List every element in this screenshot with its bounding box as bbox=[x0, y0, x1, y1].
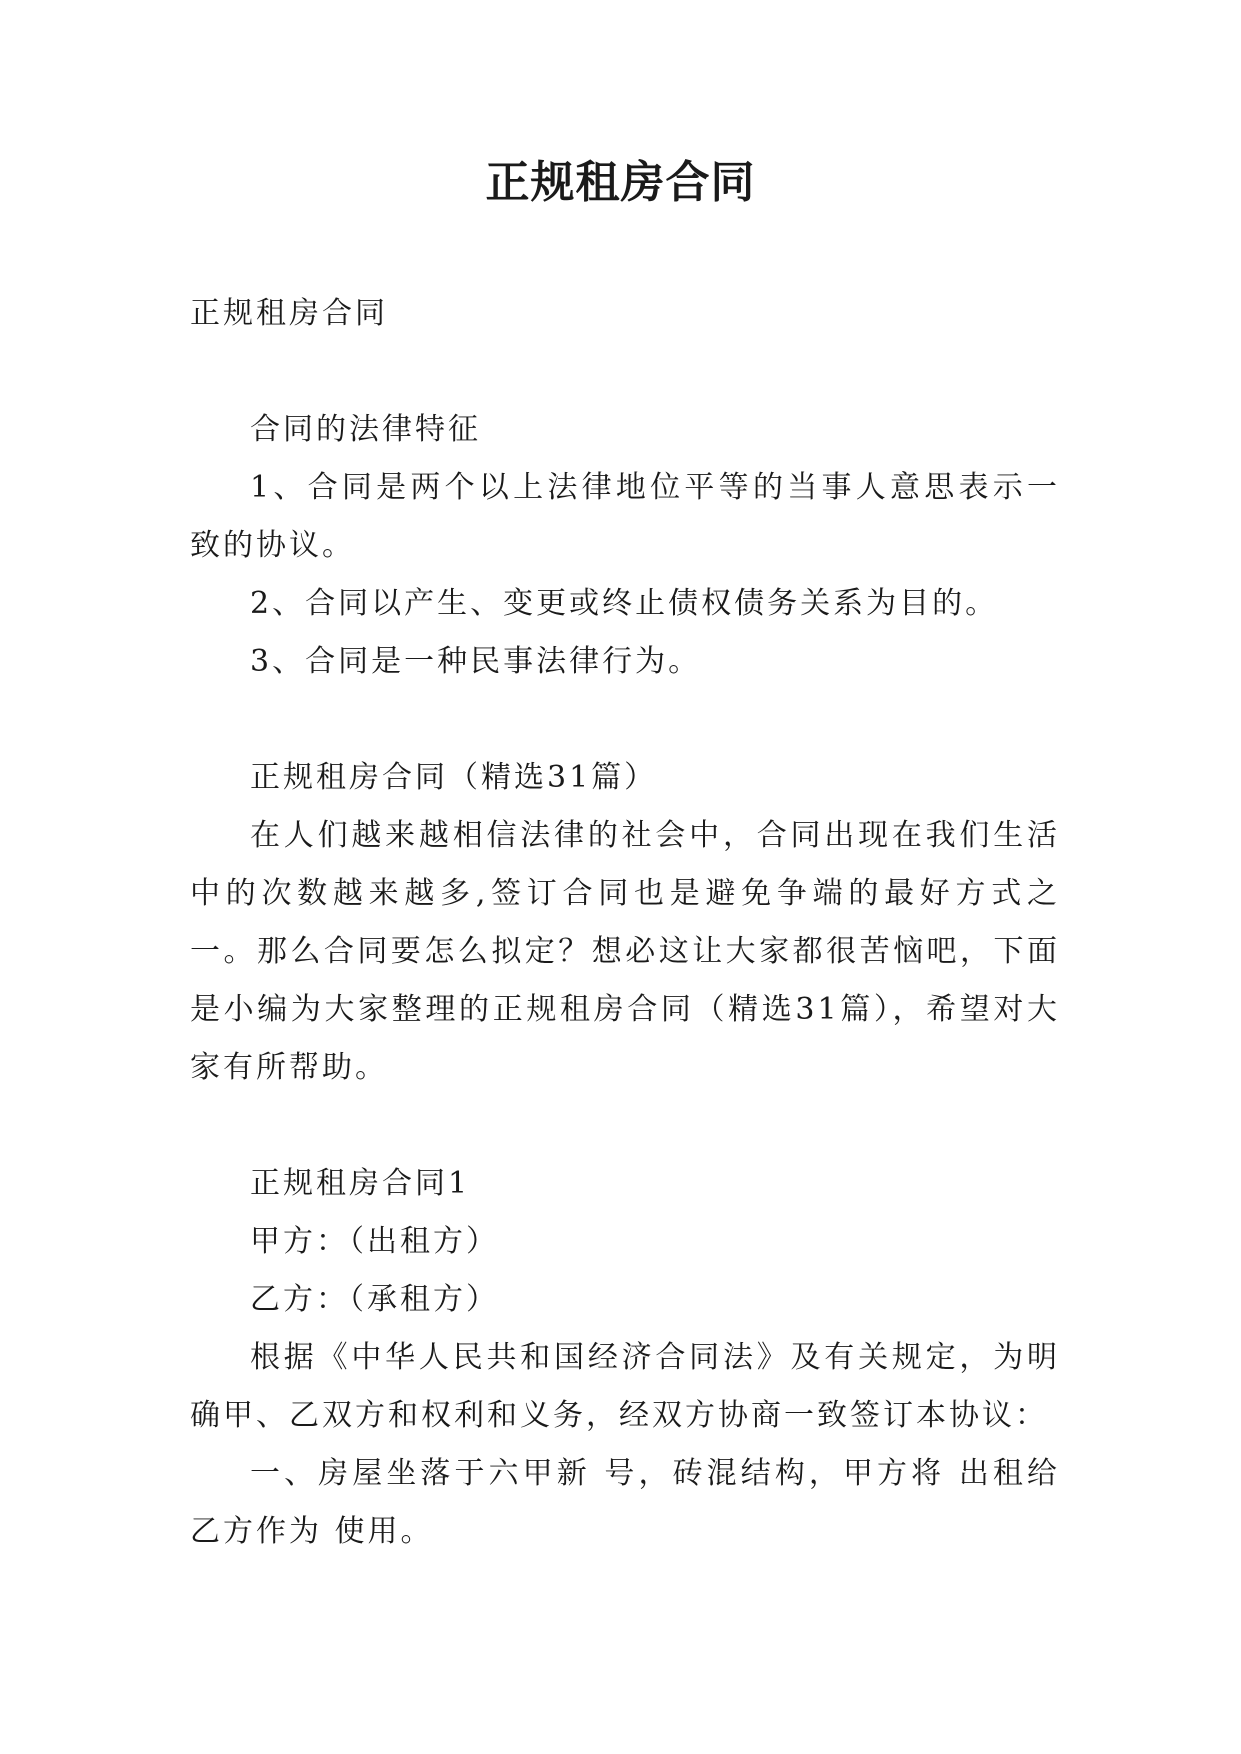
party-a: 甲方：（出租方） bbox=[250, 1224, 499, 1259]
contract-preamble: 根据《中华人民共和国经济合同法》及有关规定，为明确甲、乙双方和权利和义务，经双方协商一致签订本协议： bbox=[190, 1340, 1060, 1433]
party-b: 乙方：（承租方） bbox=[250, 1282, 499, 1317]
features-heading: 合同的法律特征 bbox=[250, 412, 481, 447]
spacer bbox=[190, 1097, 1060, 1155]
feature-item-2: 2、合同以产生、变更或终止债权债务关系为目的。 bbox=[250, 586, 999, 621]
spacer bbox=[190, 691, 1060, 749]
collection-heading: 正规租房合同（精选31篇） bbox=[250, 760, 658, 795]
contract-clause-1: 一、房屋坐落于六甲新 号，砖混结构，甲方将 出租给乙方作为 使用。 bbox=[190, 1456, 1060, 1549]
intro-paragraph: 在人们越来越相信法律的社会中，合同出现在我们生活中的次数越来越多,签订合同也是避免争端的最好方式之一。那么合同要怎么拟定？想必这让大家都很苦恼吧，下面是小编为大家整理的正规租房合同（精选31篇），希望对大家有所帮助。 bbox=[190, 818, 1060, 1085]
feature-item-3: 3、合同是一种民事法律行为。 bbox=[250, 644, 702, 679]
spacer bbox=[190, 343, 1060, 401]
contract-heading: 正规租房合同1 bbox=[250, 1166, 471, 1201]
document-title: 正规租房合同 bbox=[485, 157, 756, 208]
document-body bbox=[190, 285, 1060, 1561]
feature-item-1: 1、合同是两个以上法律地位平等的当事人意思表示一致的协议。 bbox=[190, 470, 1060, 563]
subtitle: 正规租房合同 bbox=[190, 296, 388, 331]
